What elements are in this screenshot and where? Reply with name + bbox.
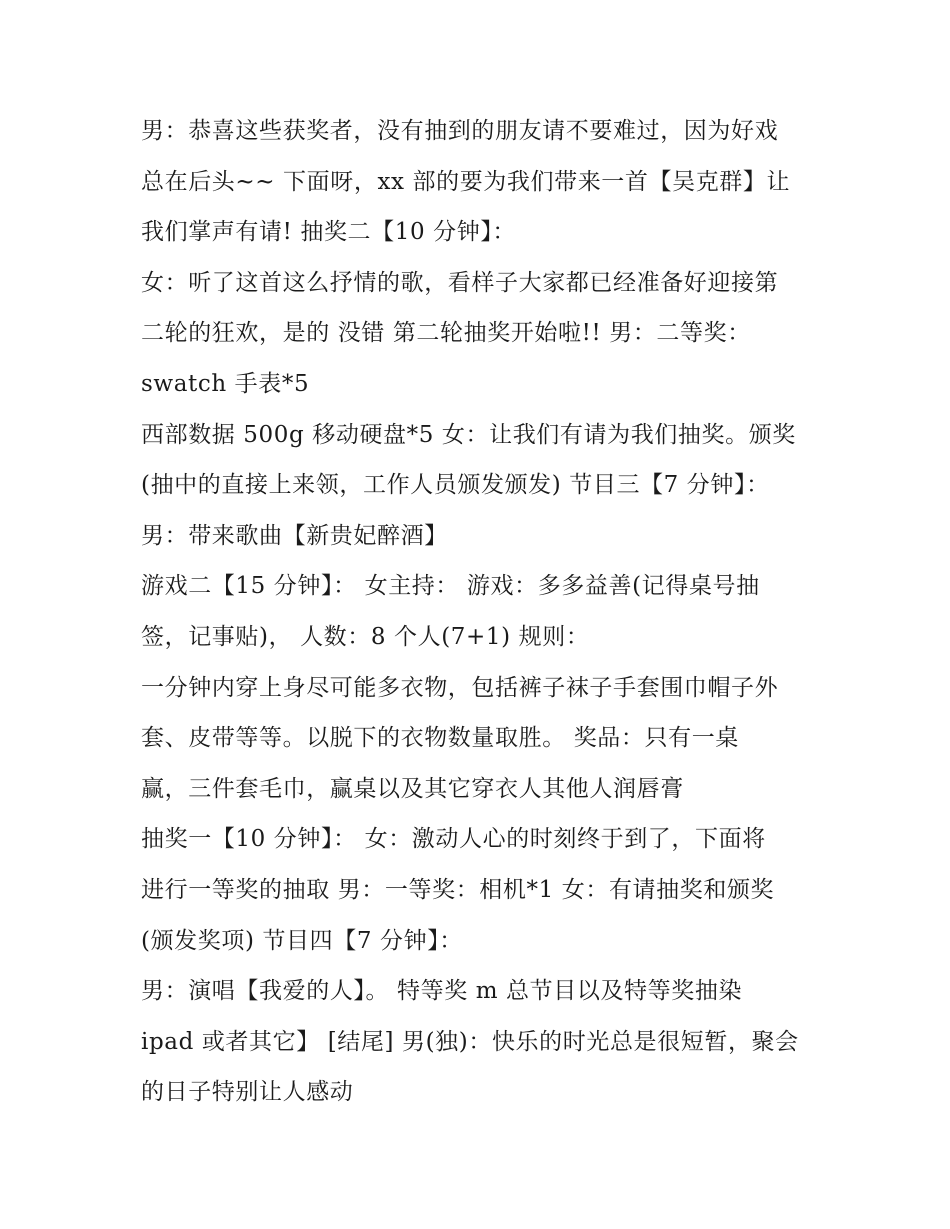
text-line: 男：带来歌曲【新贵妃醉酒】 — [141, 522, 448, 549]
text-line: 游戏二【15 分钟】： 女主持： 游戏：多多益善(记得桌号抽 — [141, 573, 760, 600]
text-line: 签，记事贴)， 人数：8 个人(7+1) 规则： — [141, 623, 590, 650]
text-line: 抽奖一【10 分钟】： 女：激动人心的时刻终于到了，下面将 — [141, 826, 766, 853]
text-line: 赢，三件套毛巾，赢桌以及其它穿衣人其他人润唇膏 — [141, 775, 684, 802]
text-line: (抽中的直接上来领，工作人员颁发颁发) 节目三【7 分钟】： — [141, 472, 770, 499]
text-line: 男：演唱【我爱的人】。 特等奖 m 总节目以及特等奖抽染 — [141, 978, 743, 1005]
text-line: (颁发奖项) 节目四【7 分钟】： — [141, 927, 463, 954]
text-line: 总在后头~~ 下面呀，xx 部的要为我们带来一首【吴克群】让 — [141, 168, 791, 195]
text-line: 我们掌声有请! 抽奖二【10 分钟】： — [141, 219, 517, 246]
text-line: 女：听了这首这么抒情的歌，看样子大家都已经准备好迎接第 — [141, 269, 779, 296]
document-body — [141, 106, 821, 1118]
text-line: 一分钟内穿上身尽可能多衣物，包括裤子袜子手套围巾帽子外 — [141, 674, 779, 701]
text-line: 进行一等奖的抽取 男：一等奖：相机*1 女：有请抽奖和颁奖 — [141, 876, 775, 903]
text-line: ipad 或者其它】 [结尾] 男(独)：快乐的时光总是很短暂，聚会 — [141, 1028, 799, 1055]
text-line: 二轮的狂欢，是的 没错 第二轮抽奖开始啦!! 男：二等奖： — [141, 320, 751, 347]
text-line: 的日子特别让人感动 — [141, 1079, 354, 1106]
text-line: 西部数据 500g 移动硬盘*5 女：让我们有请为我们抽奖。颁奖 — [141, 421, 796, 448]
text-line: swatch 手表*5 — [141, 370, 310, 397]
text-line: 男：恭喜这些获奖者，没有抽到的朋友请不要难过，因为好戏 — [141, 118, 779, 144]
text-line: 套、皮带等等。以脱下的衣物数量取胜。 奖品：只有一桌 — [141, 725, 739, 752]
